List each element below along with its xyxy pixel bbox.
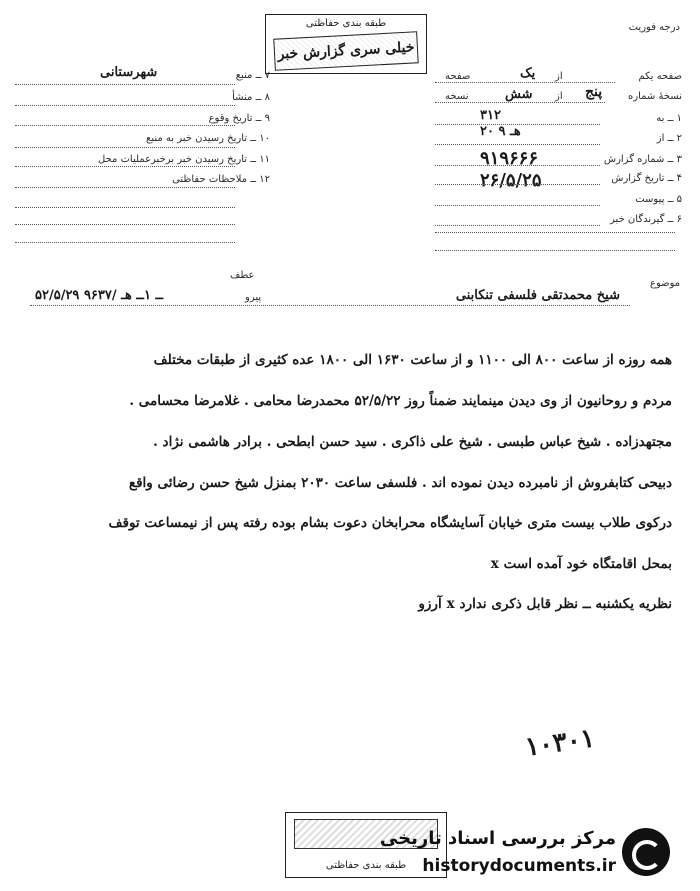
classification-stamp (265, 14, 427, 74)
right-field-label: ۳ ــ شماره گزارش (603, 154, 682, 165)
classification-value: خیلی سری گزارش خبر (273, 31, 418, 70)
report-line: مجتهدزاده . شیخ عباس طبسی . شیخ علی ذاکری . سید حسن ابطحی . برادر هاشمی نژاد . (153, 434, 672, 450)
urgency-label: درجه فوریت (628, 22, 680, 33)
subject-line (30, 305, 630, 306)
report-line: نظریه یکشنبه ــ نظر قابل ذکری ندارد x آرزو (418, 596, 672, 612)
margin-annotation: ۱۰۳۰۱ (523, 723, 597, 763)
field-line (435, 250, 675, 251)
field-line (15, 224, 235, 225)
page-line (435, 82, 615, 83)
subject-label: موضوع (650, 278, 681, 289)
field-line (15, 187, 235, 188)
report-line: بمحل اقامتگاه خود آمده است x (490, 556, 672, 572)
field-line (435, 184, 600, 185)
field-line (15, 207, 235, 208)
classification-label: طبقه بندی حفاظتی (305, 18, 387, 29)
right-field-value: ۲۰ هـ ۹ (480, 124, 521, 139)
copy-line (435, 102, 605, 103)
field-line (15, 84, 235, 85)
page-value: یک (520, 66, 536, 81)
classification-label-bottom: طبقه بندی حفاظتی (325, 860, 407, 871)
page-label: صفحه یکم (638, 71, 682, 82)
copy-number: پنج (585, 84, 603, 100)
report-line: دبیحی کتابفروش از نامبرده دیدن نموده اند . فلسفی ساعت ۲۰۳۰ بمنزل شیخ حسن رضائی واقع (128, 475, 672, 491)
left-field-label: ۷ ــ منبع (235, 70, 270, 81)
right-field-label: ۱ ــ به (656, 113, 682, 124)
copy-unit: نسخه (445, 91, 469, 102)
copy-total: شش (505, 87, 533, 102)
right-field-value: ۲۶/۵/۲۵ (480, 170, 542, 191)
left-field-label: ۱۲ ــ ملاحظات حفاظتی (172, 174, 270, 185)
page-from: از (555, 71, 563, 82)
archive-logo-icon (622, 828, 670, 876)
field-line (435, 205, 600, 206)
right-field-label: ۵ ــ پیوست (635, 194, 682, 205)
left-field-label: ۹ ــ تاریخ وقوع (208, 113, 270, 124)
report-line: درکوی طلاب بیست متری خیابان آسایشگاه محرابخان دعوت بشام بوده رفته پس از نیمساعت توقف (108, 515, 672, 531)
left-field-value: شهرستانی (100, 65, 158, 80)
watermark-url: historydocuments.ir (422, 856, 616, 876)
reference-value: ۵۲/۵/۲۹ ــ ۱ــ هـ /۹۶۳۷ (35, 288, 164, 303)
field-line (15, 166, 235, 167)
left-field-label: ۸ ــ منشأ (232, 92, 270, 103)
right-field-label: ۴ ــ تاریخ گزارش (611, 173, 682, 184)
field-line (435, 144, 600, 145)
field-line (435, 225, 600, 226)
watermark-title: مرکز بررسی اسناد تاریخی (379, 828, 616, 849)
field-line (15, 105, 235, 106)
report-line: مردم و روحانیون از وی دیدن مینمایند ضمناً روز ۵۲/۵/۲۲ محمدرضا محامی . غلامرضا محسامی . (129, 393, 672, 409)
left-field-label: ۱۱ ــ تاریخ رسیدن خبر برخبرعملیات محل (97, 154, 270, 165)
field-line (15, 147, 235, 148)
left-field-label: ۱۰ ــ تاریخ رسیدن خبر به منبع (146, 133, 270, 144)
reference-label: عطف (230, 270, 255, 281)
copy-from: از (555, 91, 563, 102)
right-field-value: ۳۱۲ (480, 108, 501, 123)
right-field-value: ۹۱۹۶۶۶ (480, 148, 539, 169)
subject-value: شیخ محمدتقی فلسفی تنکابنی (455, 288, 620, 303)
report-line: همه روزه از ساعت ۸۰۰ الی ۱۱۰۰ و از ساعت ۱۶۳۰ الی ۱۸۰۰ عده کثیری از طبقات مختلف (153, 352, 672, 368)
right-field-label: ۲ ــ از (656, 133, 682, 144)
field-line (435, 165, 600, 166)
field-line (435, 232, 675, 233)
field-line (15, 125, 235, 126)
field-line (15, 242, 235, 243)
copy-label: نسخهٔ شماره (628, 91, 682, 102)
right-field-label: ۶ ــ گیرندگان خبر (610, 214, 682, 225)
followup-label: پیرو (245, 292, 262, 303)
page-unit: صفحه (445, 71, 471, 82)
